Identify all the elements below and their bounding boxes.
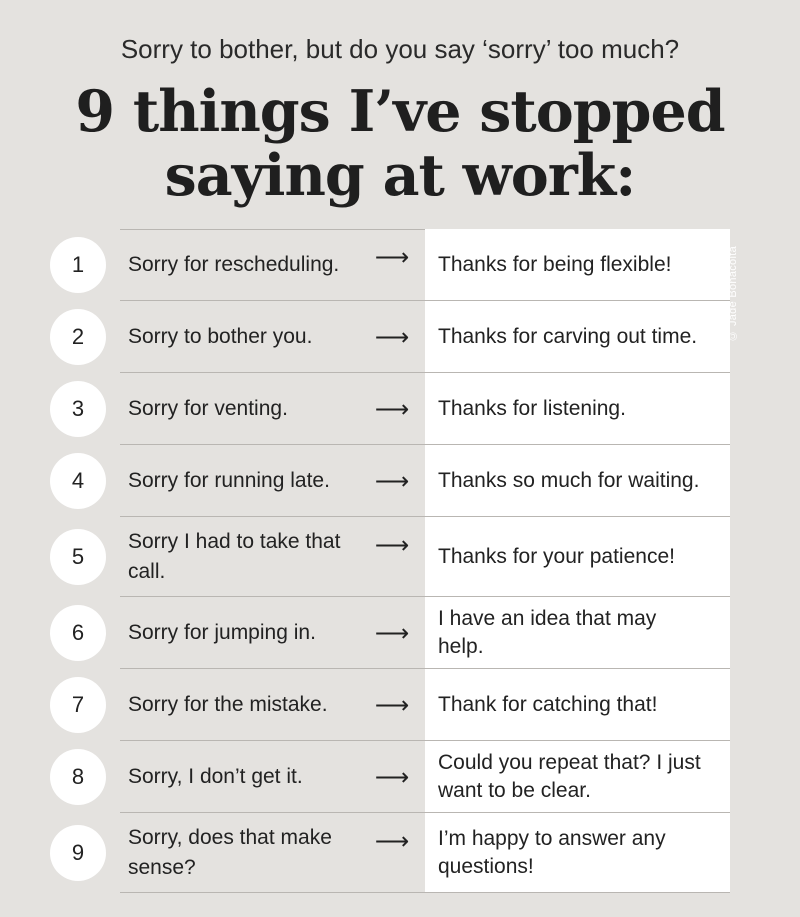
thanks-phrase: Thanks for carving out time. — [438, 325, 698, 348]
thanks-phrase: I’m happy to answer any questions! — [438, 827, 666, 878]
row-number-badge: 1 — [50, 237, 106, 293]
thanks-phrase: Thank for catching that! — [438, 693, 658, 716]
row-number-badge: 5 — [50, 529, 106, 585]
table-row — [0, 669, 800, 741]
sorry-phrase: Sorry for running late. — [128, 469, 330, 492]
table-row — [0, 741, 800, 813]
table-row — [0, 517, 800, 597]
phrase-table — [0, 229, 800, 893]
title-line-2: saying at work: — [164, 142, 636, 209]
arrow-icon: ⟶ — [374, 395, 410, 423]
thanks-phrase: Thanks for being flexible! — [438, 253, 672, 276]
row-number-badge: 8 — [50, 749, 106, 805]
table-row — [0, 445, 800, 517]
sorry-phrase: Sorry for rescheduling. — [128, 253, 340, 276]
table-row — [0, 301, 800, 373]
table-row — [0, 229, 800, 301]
arrow-icon: ⟶ — [374, 691, 410, 719]
table-row — [0, 373, 800, 445]
row-number-badge: 2 — [50, 309, 106, 365]
arrow-icon: ⟶ — [374, 828, 410, 855]
thanks-phrase: Thanks for listening. — [438, 397, 626, 420]
thanks-phrase: Could you repeat that? I just want to be clear. — [438, 751, 701, 802]
subtitle: Sorry to bother, but do you say ‘sorry’ too much? — [120, 34, 680, 64]
row-number-badge: 7 — [50, 677, 106, 733]
row-number-badge: 6 — [50, 605, 106, 661]
arrow-icon: ⟶ — [374, 323, 410, 351]
arrow-icon: ⟶ — [374, 244, 410, 271]
arrow-icon: ⟶ — [374, 467, 410, 495]
thanks-phrase: Thanks so much for waiting. — [438, 469, 700, 492]
arrow-icon: ⟶ — [374, 763, 410, 791]
title-line-1: 9 things I’ve stopped — [75, 78, 725, 145]
table-row — [0, 813, 800, 893]
thanks-phrase: Thanks for your patience! — [438, 545, 675, 568]
row-number-badge: 9 — [50, 825, 106, 881]
sorry-phrase: Sorry for venting. — [128, 397, 288, 420]
sorry-phrase: Sorry I had to take that call. — [128, 530, 341, 583]
sorry-phrase: Sorry, I don’t get it. — [128, 765, 303, 788]
arrow-icon: ⟶ — [374, 532, 410, 559]
table-row — [0, 597, 800, 669]
copyright-watermark: © Jade Bonacolta — [727, 246, 739, 342]
row-number-badge: 4 — [50, 453, 106, 509]
arrow-icon: ⟶ — [374, 619, 410, 647]
row-number-badge: 3 — [50, 381, 106, 437]
sorry-phrase: Sorry for the mistake. — [128, 693, 328, 716]
sorry-phrase: Sorry for jumping in. — [128, 621, 316, 644]
page-title — [0, 80, 800, 208]
sorry-phrase: Sorry to bother you. — [128, 325, 313, 348]
thanks-phrase: I have an idea that may help. — [438, 607, 657, 658]
sorry-phrase: Sorry, does that make sense? — [128, 826, 332, 879]
